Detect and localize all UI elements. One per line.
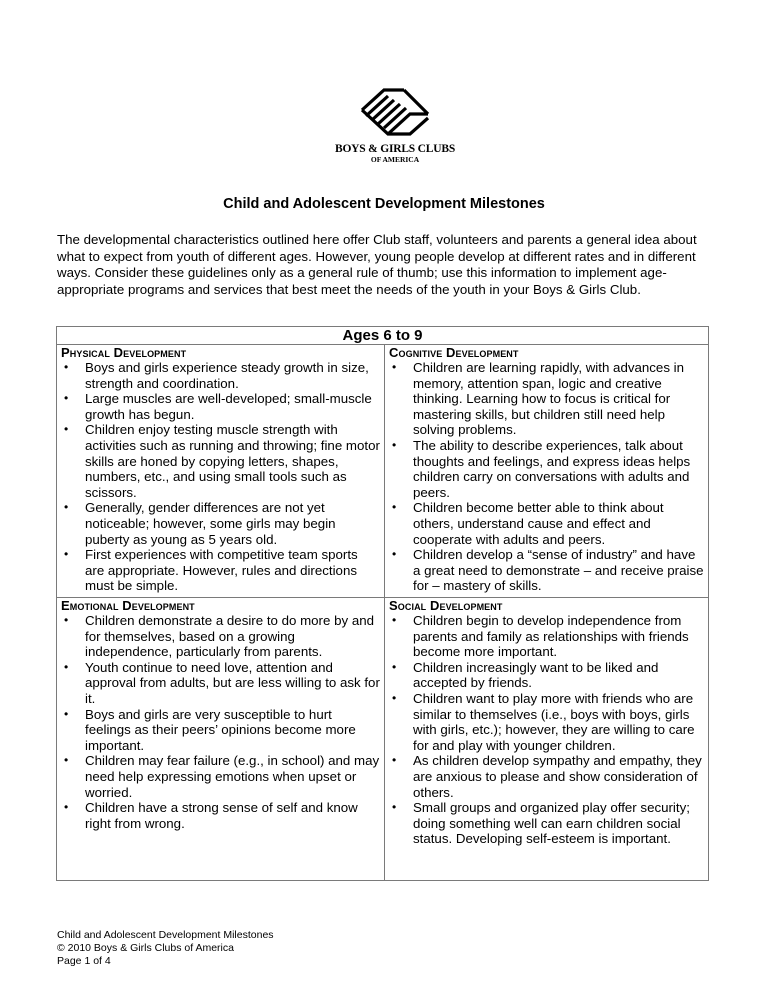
emotional-development-heading: Emotional Development	[61, 598, 195, 613]
physical-development-cell	[57, 345, 385, 598]
bullet-icon: •	[392, 659, 397, 674]
list-item: • Children enjoy testing muscle strength with activities such as running and throwing; fine motor skills are honed by copying letters, shapes, numbers, etc., and using small tools such as scissors.	[64, 422, 380, 500]
cognitive-development-list	[389, 360, 704, 594]
social-development-cell	[385, 598, 709, 881]
list-item: • Children want to play more with friends who are similar to themselves (i.e., boys with boys, girls with girls, etc.); however, they are willing to care for and play with younger children.	[392, 690, 695, 753]
bullet-icon: •	[64, 547, 69, 562]
list-item: • Children begin to develop independence from parents and family as relationships with friends become more important.	[392, 613, 689, 660]
emotional-development-cell	[57, 598, 385, 881]
social-development-heading: Social Development	[389, 598, 503, 613]
physical-development-list	[61, 360, 380, 594]
clasped-hands-logo-icon	[358, 86, 432, 142]
list-item: • Children demonstrate a desire to do more by and for themselves, based on a growing independence, particularly from parents.	[64, 613, 374, 660]
bullet-icon: •	[392, 800, 397, 815]
list-item: • Youth continue to need love, attention and approval from adults, but are less willing to ask for it.	[64, 659, 380, 706]
bullet-icon: •	[392, 437, 397, 452]
list-item: • As children develop sympathy and empathy, they are anxious to please and show consideration of others.	[392, 753, 702, 800]
bullet-icon: •	[392, 500, 397, 515]
list-item: • Children become better able to think about others, understand cause and effect and cooperate with adults and peers.	[392, 500, 664, 547]
list-item: • Children are learning rapidly, with advances in memory, attention span, logic and creative thinking. Learning how to focus is critical for mastering skills, but children still need help solving problems.	[392, 360, 685, 438]
bullet-icon: •	[392, 690, 397, 705]
organization-logo	[330, 86, 460, 166]
bullet-icon: •	[392, 753, 397, 768]
bullet-icon: •	[64, 360, 69, 374]
age-range-header: Ages 6 to 9	[57, 327, 709, 345]
logo-subtitle: OF AMERICA	[370, 155, 420, 164]
milestones-table	[56, 326, 709, 881]
bullet-icon: •	[64, 391, 69, 406]
list-item: • Small groups and organized play offer security; doing something well can earn children social status. Developing self-esteem is important.	[392, 800, 690, 847]
list-item: • Children develop a “sense of industry” and have a great need to demonstrate – and receive praise for – mastery of skills.	[392, 547, 704, 594]
list-item: • Boys and girls are very susceptible to hurt feelings as their peers’ opinions become more important.	[64, 706, 356, 753]
list-item: • First experiences with competitive team sports are appropriate. However, rules and directions must be simple.	[64, 547, 358, 594]
list-item: • Boys and girls experience steady growth in size, strength and coordination.	[64, 360, 369, 391]
footer-document-title: Child and Adolescent Development Milestones	[57, 929, 274, 941]
logo-name: BOYS & GIRLS CLUBS	[334, 143, 456, 155]
document-title: Child and Adolescent Development Milestones	[223, 196, 545, 212]
list-item: • Children may fear failure (e.g., in school) and may need help expressing emotions when upset or worried.	[64, 753, 380, 800]
bullet-icon: •	[64, 706, 69, 721]
page-footer	[57, 929, 274, 968]
bullet-icon: •	[64, 500, 69, 515]
social-development-list	[389, 613, 704, 847]
bullet-icon: •	[392, 613, 397, 627]
list-item: • Children increasingly want to be liked and accepted by friends.	[392, 659, 659, 691]
intro-paragraph: The developmental characteristics outlined here offer Club staff, volunteers and parents a general idea about what to expect from youth of different ages. However, young people develop at different rates and in different ways. Consider these guidelines only as a general rule of thumb; use this information to implement age-appropriate programs and services that best meet the needs of the youth in your Boys & Girls Club.	[57, 232, 697, 297]
footer-copyright: © 2010 Boys & Girls Clubs of America	[57, 942, 234, 954]
list-item: • Generally, gender differences are not yet noticeable; however, some girls may begin puberty as young as 5 years old.	[64, 500, 336, 547]
bullet-icon: •	[392, 547, 397, 562]
bullet-icon: •	[64, 422, 69, 437]
bullet-icon: •	[64, 659, 69, 674]
bullet-icon: •	[64, 800, 69, 815]
list-item: • The ability to describe experiences, talk about thoughts and feelings, and express ideas helps children carry on conversations with adults and peers.	[392, 437, 691, 500]
bullet-icon: •	[64, 753, 69, 768]
emotional-development-list	[61, 613, 380, 831]
bullet-icon: •	[392, 360, 397, 374]
physical-development-heading: Physical Development	[61, 345, 187, 360]
footer-page-number: Page 1 of 4	[57, 955, 111, 967]
list-item: • Large muscles are well-developed; small-muscle growth has begun.	[64, 391, 372, 422]
list-item: • Children have a strong sense of self and know right from wrong.	[64, 800, 358, 831]
cognitive-development-cell	[385, 345, 709, 598]
bullet-icon: •	[64, 613, 69, 627]
cognitive-development-heading: Cognitive Development	[389, 345, 519, 360]
